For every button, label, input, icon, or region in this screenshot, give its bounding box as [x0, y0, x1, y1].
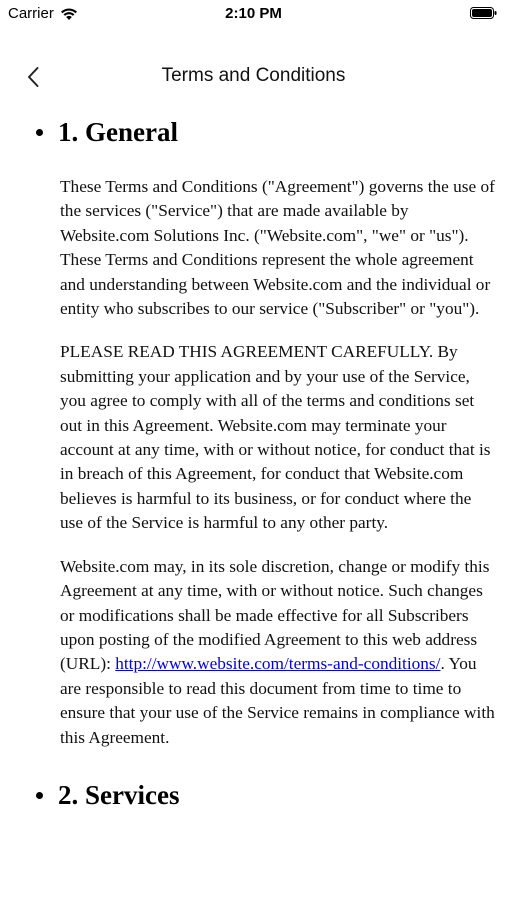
paragraph: PLEASE READ THIS AGREEMENT CAREFULLY. By submitting your application and by your use of the Service, you agree to comply with all of the terms and conditions set out in this Agreement. Website.com may terminate your account at any time, with or without notice, for conduct that is in breach of this Agreement, for conduct that Website.com believes is harmful to its business, or for conduct where the use of the Service is harmful to any other party. [60, 342, 491, 533]
paragraph-text: Website.com may, in its sole discretion, change or modify this Agreement at any time, with or without notice. Such changes or modifications shall be made effective for all Subscribers upon posting of the modified Agreement to this web address (URL): [60, 556, 490, 674]
navigation-bar [0, 56, 507, 100]
terms-url-link[interactable]: http://www.website.com/terms-and-conditions/ [115, 654, 441, 674]
battery-icon [470, 7, 497, 19]
paragraph: These Terms and Conditions ("Agreement") governs the use of the services ("Service") that are made available by Website.com Solutions Inc. ("Website.com", "we" or "us"). These Terms and Conditions represent the whole agreement and understanding between Website.com and the individual or entity who subscribes to our service ("Subscriber" or "you"). [60, 177, 495, 319]
paragraph [0, 555, 507, 750]
section-heading-label: 2. Services [58, 780, 180, 811]
bullet-icon [36, 792, 43, 799]
section-heading [0, 776, 507, 816]
section-general [0, 112, 507, 750]
section-heading [0, 112, 507, 152]
status-time: 2:10 PM [225, 5, 282, 22]
bullet-icon [36, 129, 43, 136]
section-heading-label: 1. General [58, 116, 178, 147]
section-services [0, 776, 507, 816]
paragraph-text: . You are responsible to read this document from time to time to ensure that your use of the Service remains in compliance with this Agreement. [60, 654, 495, 747]
page-title: Terms and Conditions [161, 65, 346, 86]
carrier-label: Carrier [8, 5, 54, 22]
terms-content [0, 112, 507, 816]
status-bar [0, 0, 507, 30]
